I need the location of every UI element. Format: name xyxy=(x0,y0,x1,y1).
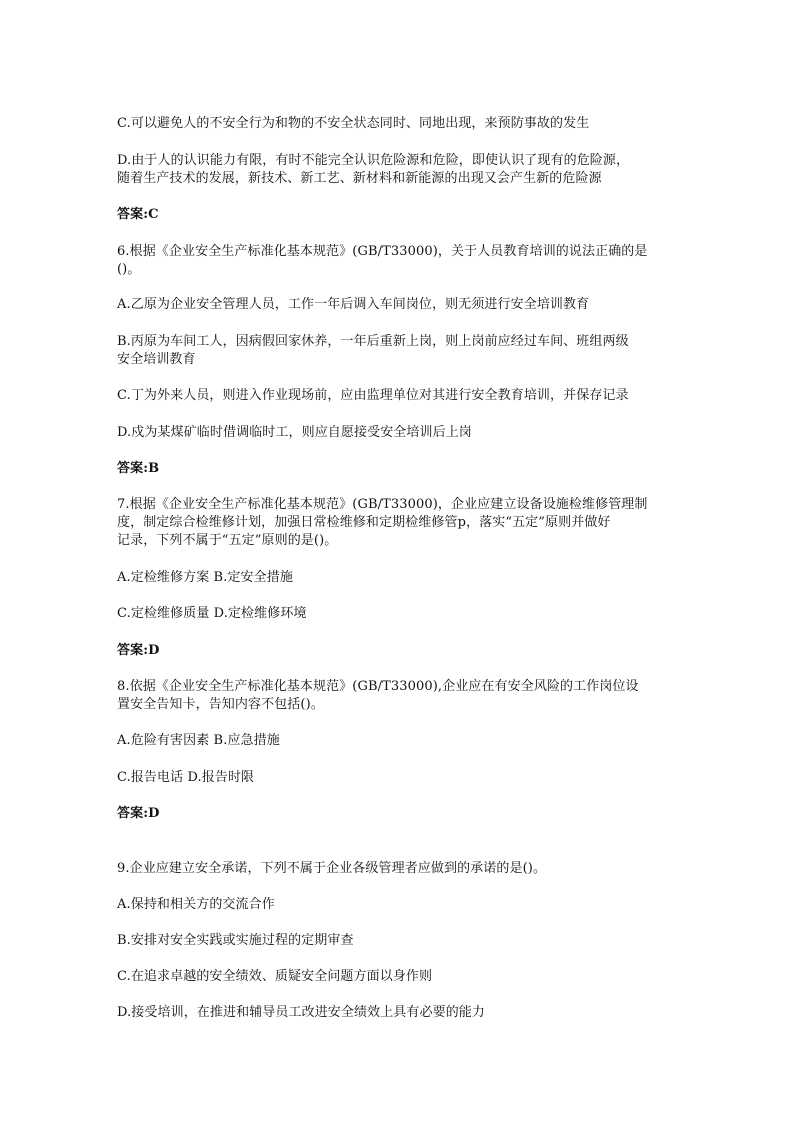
q7-question-line-3: 记录，下列不属于“五定”原则的是()。 xyxy=(117,533,338,548)
q8-question-line-2: 置安全告知卡，告知内容不包括()。 xyxy=(117,697,324,712)
q8-options-cd: C.报告电话 D.报告时限 xyxy=(117,770,255,785)
q8-options-ab: A.危险有害因素 B.应急措施 xyxy=(117,733,280,748)
q6-option-b-line-1: B.丙原为车间工人，因病假回家休养，一年后重新上岗，则上岗前应经过车间、班组两级 xyxy=(117,334,629,349)
q7-answer: 答案:D xyxy=(117,643,160,658)
q7-question-line-2: 度，制定综合检维修计划，加强日常检维修和定期检维修管p，落实“五定”原则并做好 xyxy=(117,515,611,530)
q9-option-a: A.保持和相关方的交流合作 xyxy=(117,897,275,912)
q5-option-d-line-1: D.由于人的认识能力有限，有时不能完全认识危险源和危险，即使认识了现有的危险源， xyxy=(117,153,630,168)
q8-question-line-1: 8.依据《企业安全生产标准化基本规范》(GB/T33000),企业应在有安全风险的工作岗位设 xyxy=(117,679,639,694)
q8-answer: 答案:D xyxy=(117,806,160,821)
q9-option-d: D.接受培训，在推进和辅导员工改进安全绩效上具有必要的能力 xyxy=(117,1005,485,1020)
q6-question-line-2: ()。 xyxy=(117,262,141,277)
q7-options-cd: C.定检维修质量 D.定检维修环境 xyxy=(117,606,307,621)
q9-option-b: B.安排对安全实践或实施过程的定期审查 xyxy=(117,933,354,948)
q6-option-c: C.丁为外来人员，则进入作业现场前，应由监理单位对其进行安全教育培训，并保存记录 xyxy=(117,388,629,403)
q6-option-b-line-2: 安全培训教育 xyxy=(117,352,196,367)
q5-answer: 答案:C xyxy=(117,207,159,222)
q5-option-d-line-2: 随着生产技术的发展，新技术、新工艺、新材料和新能源的出现又会产生新的危险源 xyxy=(117,171,602,186)
q9-question: 9.企业应建立安全承诺，下列不属于企业各级管理者应做到的承诺的是()。 xyxy=(117,861,547,876)
q6-option-d: D.戍为某煤矿临时借调临时工，则应自愿接受安全培训后上岗 xyxy=(117,425,472,440)
q6-option-a: A.乙原为企业安全管理人员，工作一年后调入车间岗位，则无须进行安全培训教育 xyxy=(117,297,590,312)
q7-question-line-1: 7.根据《企业安全生产标准化基本规范》(GB/T33000)，企业应建立设备设施检维修管理制 xyxy=(117,497,648,512)
q6-question-line-1: 6.根据《企业安全生产标准化基本规范》(GB/T33000)，关于人员教育培训的说法正确的是 xyxy=(117,244,648,259)
q5-option-c: C.可以避免人的不安全行为和物的不安全状态同时、同地出现，来预防事故的发生 xyxy=(117,116,590,131)
q6-answer: 答案:B xyxy=(117,461,160,476)
q9-option-c: C.在追求卓越的安全绩效、质疑安全问题方面以身作则 xyxy=(117,969,433,984)
q7-options-ab: A.定检维修方案 B.定安全措施 xyxy=(117,570,293,585)
